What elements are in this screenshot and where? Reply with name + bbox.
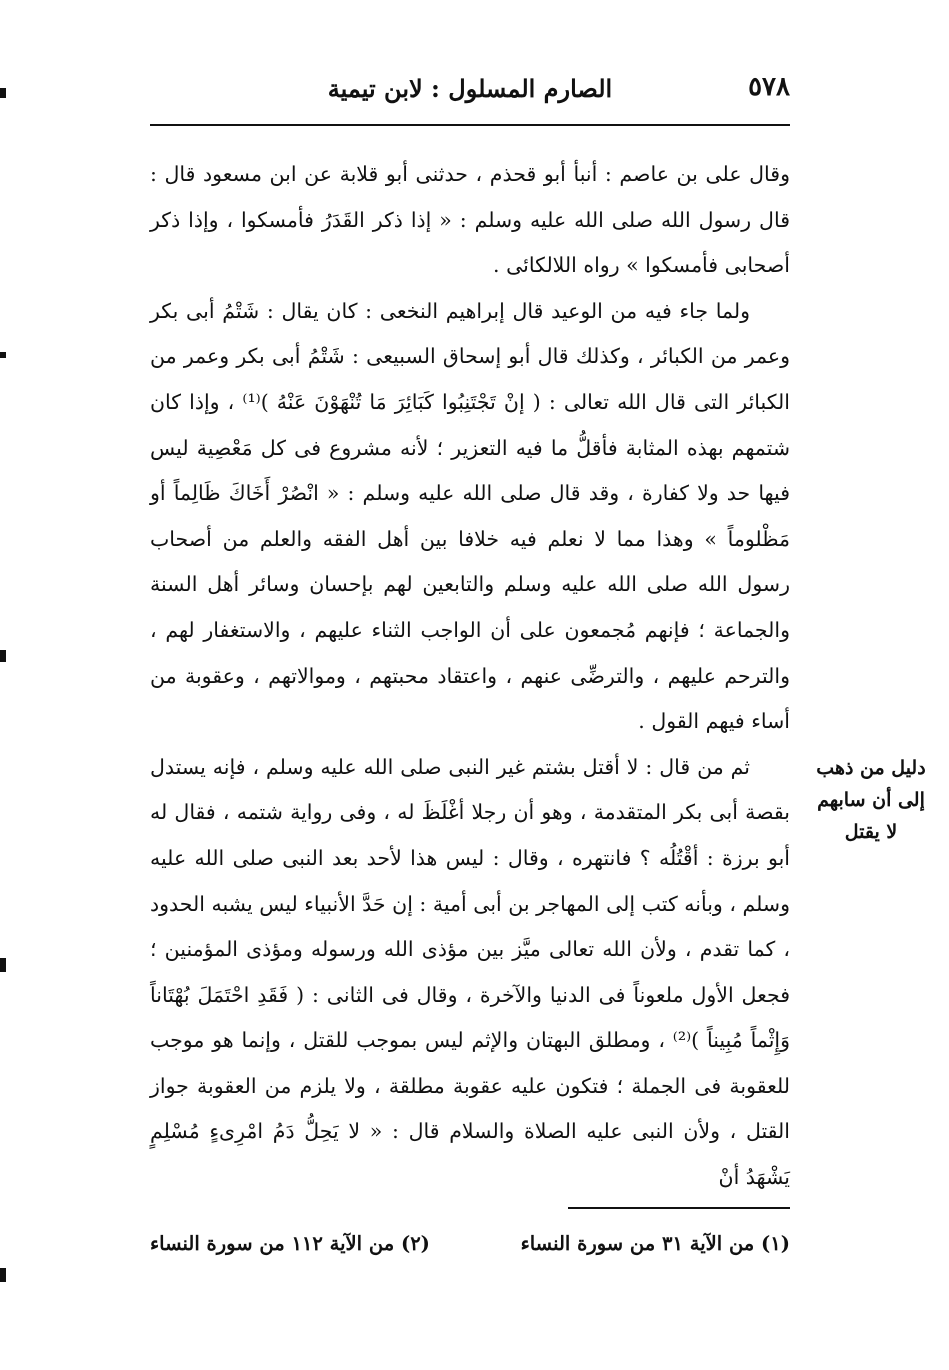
margin-note-line: دليل من ذهب — [816, 757, 926, 779]
scan-edge-mark — [0, 1268, 6, 1282]
scan-edge-mark — [0, 958, 6, 972]
margin-note — [803, 752, 939, 848]
footnotes — [150, 1232, 790, 1255]
margin-note-line: لا يقتل — [844, 821, 898, 843]
page-number: ٥٧٨ — [748, 72, 790, 102]
footnote: (٢) من الآية ١١٢ من سورة النساء — [150, 1232, 430, 1255]
footnote: (١) من الآية ٣١ من سورة النساء — [520, 1232, 790, 1255]
main-text — [150, 152, 790, 1201]
margin-note-line: إلى أن سابهم — [817, 789, 925, 811]
scan-edge-mark — [0, 352, 6, 358]
running-title: الصارم المسلول : لابن تيمية — [327, 74, 613, 103]
paragraph: ولما جاء فيه من الوعيد قال إبراهيم النخعى : كان يقال : شَتْمُ أبى بكر وعمر من الكبائر ، وكذلك قال أبو إسحاق السبيعى : شَتْمُ أبى بكر وعمر من الكبائر التى قال الله تعالى : ( إنْ تَجْتَنِبُوا كَبَائِرَ مَا تُنْهَوْنَ عَنْهُ )⁽¹⁾ ، وإذا كان شتمهم بهذه المثابة فأقلُّ ما فيه التعزير ؛ لأنه مشروع فى كل مَعْصِية ليس فيها حد ولا كفارة ، وقد قال صلى الله عليه وسلم : « انْصُرْ أَخَاكَ ظَالِماً أو مَظْلوماً » وهذا مما لا نعلم فيه خلافا بين أهل الفقه والعلم من أصحاب رسول الله صلى الله عليه وسلم والتابعين لهم بإحسان وسائر أهل السنة والجماعة ؛ فإنهم مُجمعون على أن الواجب الثناء عليهم ، والاستغفار لهم ، والترحم عليهم ، والترضِّى عنهم ، واعتقاد محبتهم ، وموالاتهم ، وعقوبة من أساء فيهم القول . — [150, 298, 790, 734]
footnote-divider — [568, 1207, 790, 1209]
scan-edge-mark — [0, 88, 6, 98]
header-divider — [150, 124, 790, 126]
paragraph: وقال على بن عاصم : أنبأ أبو قحذم ، حدثنى أبو قلابة عن ابن مسعود قال : قال رسول الله صلى الله عليه وسلم : « إذا ذكر القَدَرُ فأمسكوا ، وإذا ذكر أصحابى فأمسكوا » رواه اللالكائى . — [150, 162, 790, 278]
page-header — [150, 72, 790, 112]
paragraph: ثم من قال : لا أقتل بشتم غير النبى صلى الله عليه وسلم ، فإنه يستدل بقصة أبى بكر المتقدمة ، وهو أن رجلا أغْلَظَ له ، وفى رواية شتمه ، فقال له أبو برزة : أقْتُلُه ؟ فانتهره ، وقال : ليس هذا لأحد بعد النبى صلى الله عليه وسلم ، وبأنه كتب إلى المهاجر بن أبى أمية : إن حَدَّ الأنبياء ليس يشبه الحدود ، كما تقدم ، ولأن الله تعالى ميَّز بين مؤذى الله ورسوله ومؤذى المؤمنين ؛ فجعل الأول ملعوناً فى الدنيا والآخرة ، وقال فى الثانى : ( فَقَدِ احْتَمَلَ بُهْتَاناً وَإِثْماً مُبِيناً )⁽²⁾ ، ومطلق البهتان والإثم ليس بموجب للقتل ، وإنما هو موجب للعقوبة فى الجملة ؛ فتكون عليه عقوبة مطلقة ، ولا يلزم من العقوبة جواز القتل ، ولأن النبى عليه الصلاة والسلام قال : « لا يَحِلُّ دَمُ امْرِىءٍ مُسْلِمٍ يَشْهَدُ أنْ — [150, 754, 791, 1190]
scan-edge-mark — [0, 650, 6, 662]
